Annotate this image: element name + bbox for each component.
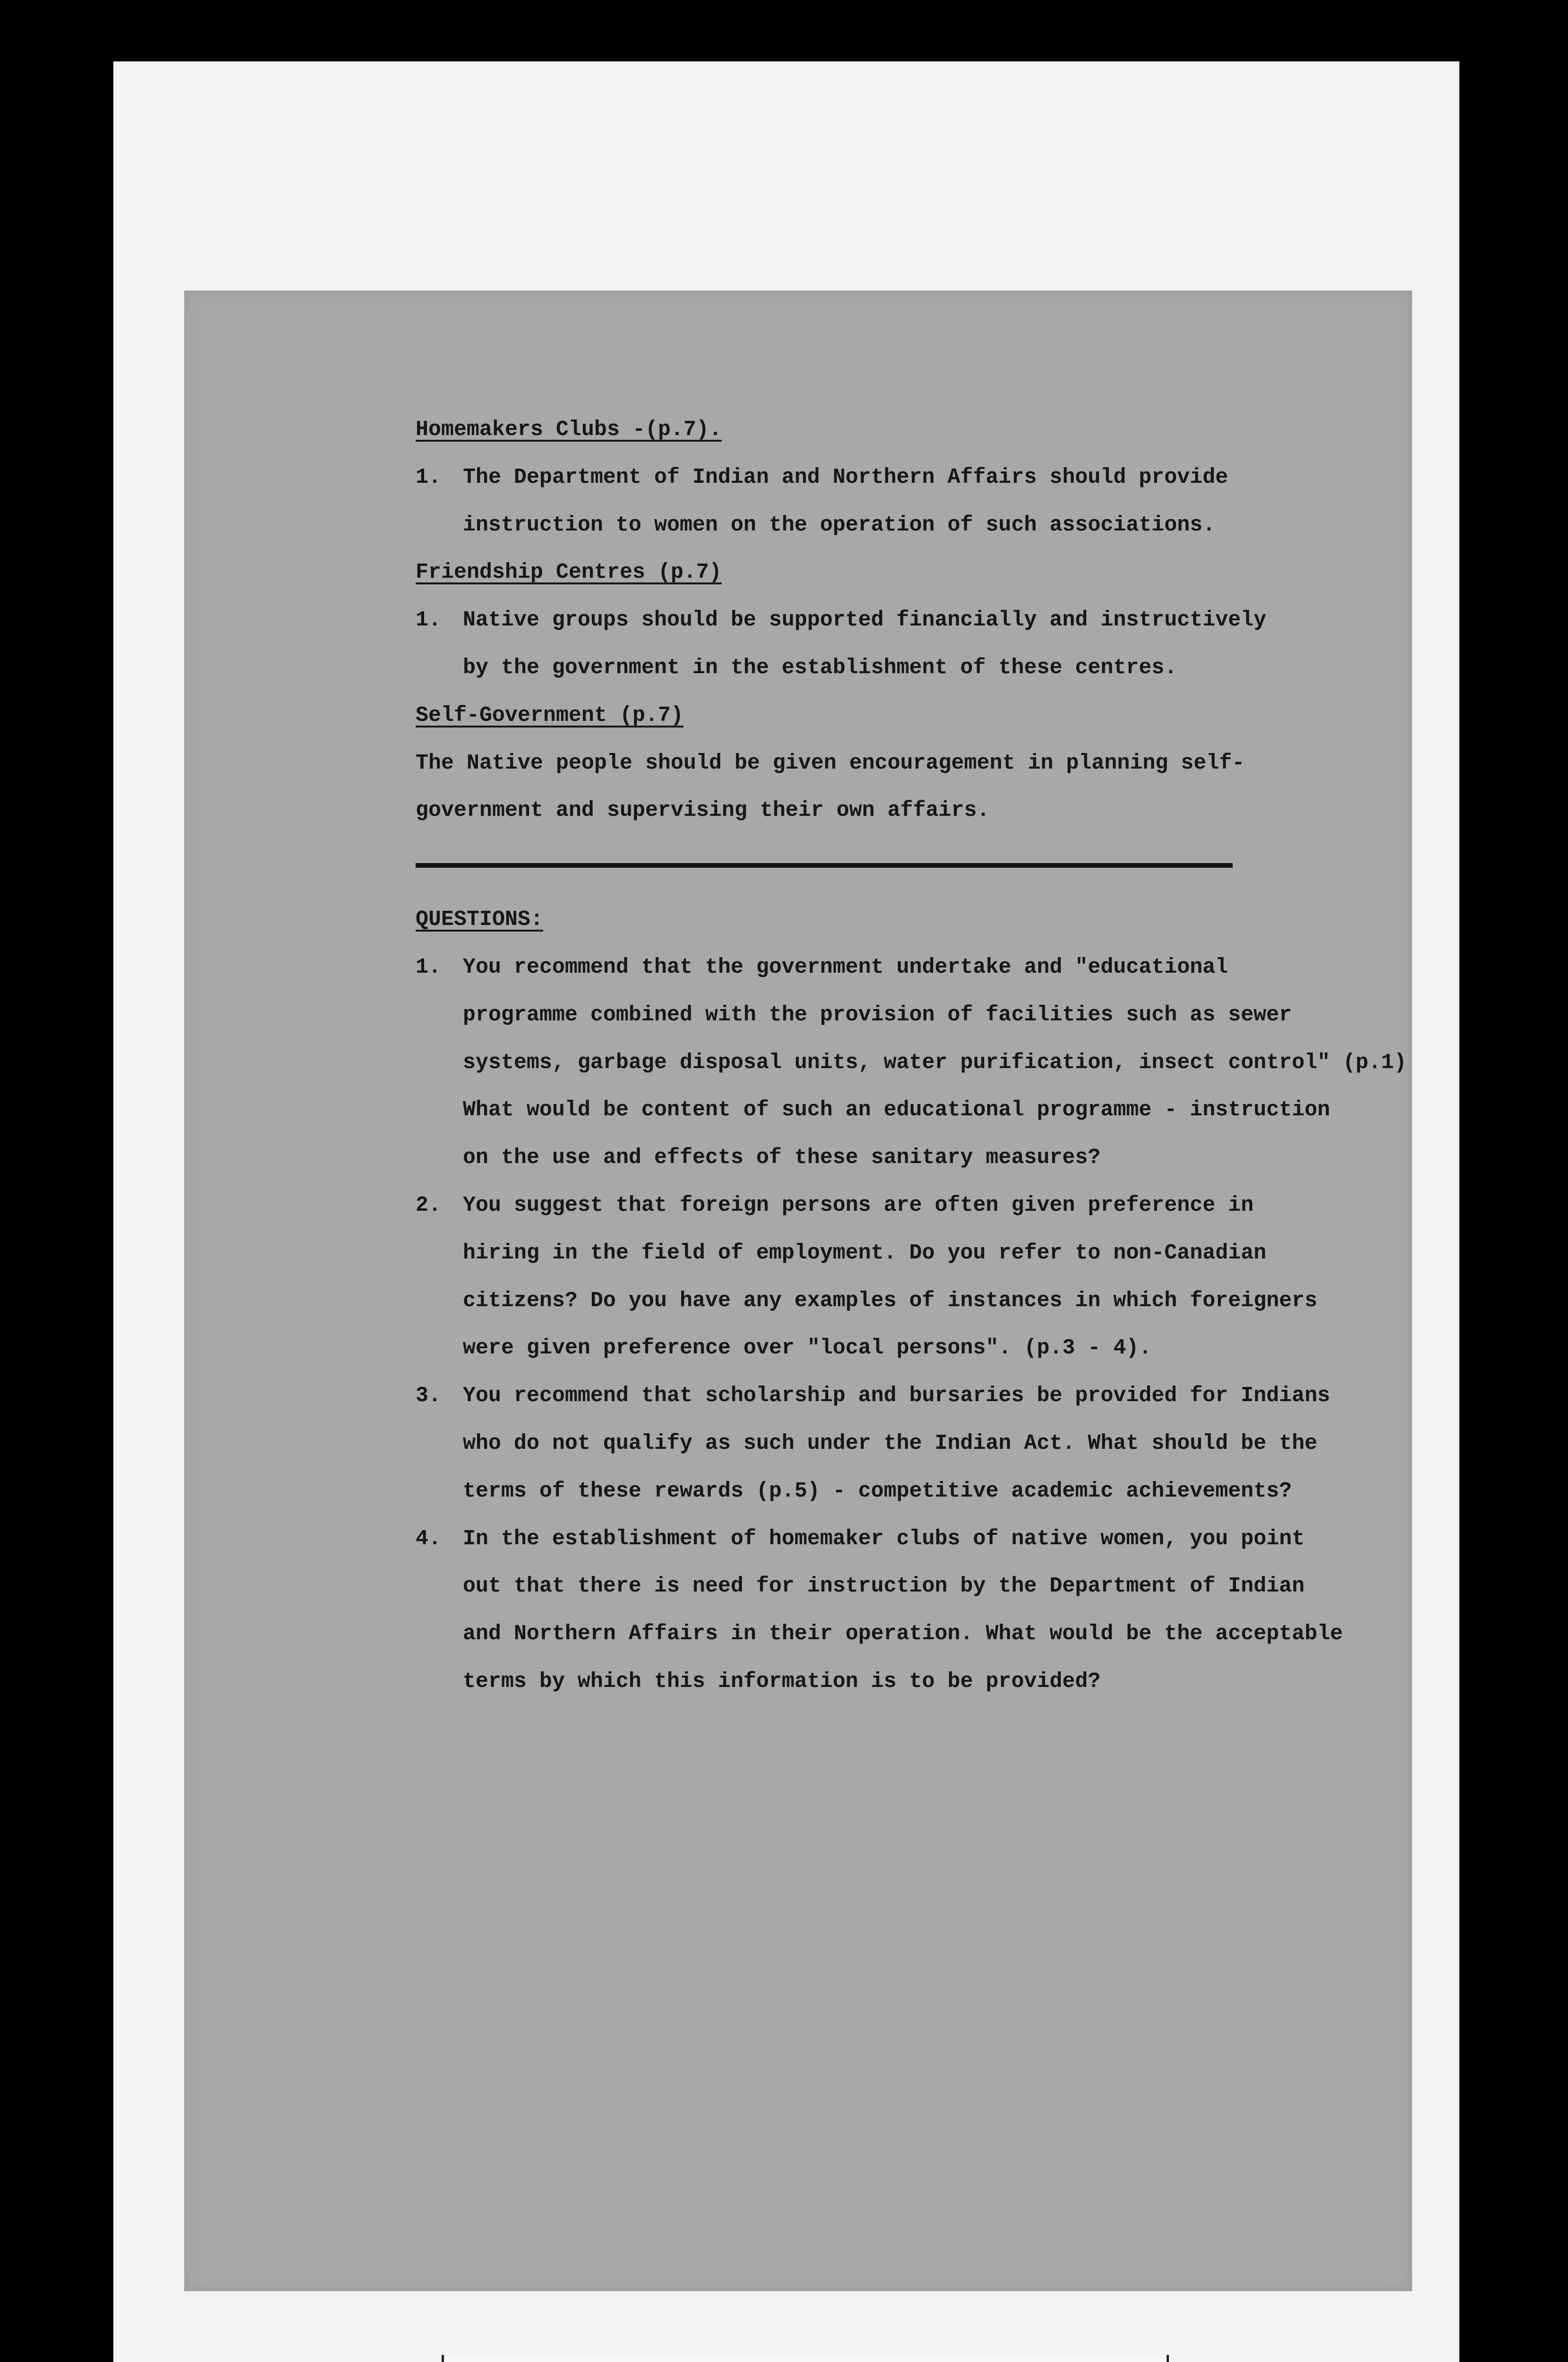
questions-heading: QUESTIONS: [416,907,544,932]
question-item [416,1515,1379,1706]
paragraph-line: government and supervising their own affairs. [416,798,990,823]
item-number: 1. [416,465,442,489]
item-number: 4. [416,1526,442,1551]
list-item [416,454,1379,549]
item-line: terms by which this information is to be provided? [463,1669,1101,1694]
item-line: What would be content of such an educational programme - instruction [463,1098,1330,1122]
document-body [416,406,1407,1706]
question-item [416,944,1407,1182]
item-line: You recommend that the government undertake and "educational [463,955,1228,979]
item-line: Native groups should be supported financially and instructively [463,608,1267,633]
item-number: 2. [416,1193,442,1217]
item-line: In the establishment of homemaker clubs of native women, you point [463,1526,1305,1551]
archive-label [442,2355,1169,2362]
list-item [416,597,1379,692]
item-line: on the use and effects of these sanitary measures? [463,1146,1101,1170]
item-line: by the government in the establishment of these centres. [463,655,1177,680]
question-item [416,1372,1379,1515]
section-heading-friendship: Friendship Centres (p.7) [416,560,722,585]
item-line: instruction to women on the operation of such associations. [463,513,1216,537]
horizontal-rule [416,863,1233,868]
item-number: 1. [416,955,442,979]
item-line: who do not qualify as such under the Indian Act. What should be the [463,1431,1318,1455]
item-line: and Northern Affairs in their operation. What would be the acceptable [463,1622,1343,1646]
item-line: systems, garbage disposal units, water purification, insect control" (p.1) [463,1050,1407,1075]
paragraph-line: The Native people should be given encouragement in planning self- [416,751,1245,775]
item-number: 1. [416,608,442,633]
item-line: You suggest that foreign persons are often given preference in [463,1193,1254,1217]
item-line: The Department of Indian and Northern Affairs should provide [463,465,1228,489]
item-line: hiring in the field of employment. Do you refer to non-Canadian [463,1241,1267,1265]
item-line: terms of these rewards (p.5) - competitive academic achievements? [463,1479,1292,1503]
item-number: 3. [416,1384,442,1408]
item-line: citizens? Do you have any examples of instances in which foreigners [463,1288,1318,1313]
section-heading-homemakers: Homemakers Clubs -(p.7). [416,418,722,442]
document-page [184,291,1412,2291]
item-line: You recommend that scholarship and bursaries be provided for Indians [463,1384,1330,1408]
section-heading-self-government: Self-Government (p.7) [416,703,684,727]
item-line: programme combined with the provision of facilities such as sewer [463,1002,1292,1027]
item-line: out that there is need for instruction by the Department of Indian [463,1574,1305,1599]
item-line: were given preference over "local persons". (p.3 - 4). [463,1336,1152,1361]
question-item [416,1182,1379,1372]
